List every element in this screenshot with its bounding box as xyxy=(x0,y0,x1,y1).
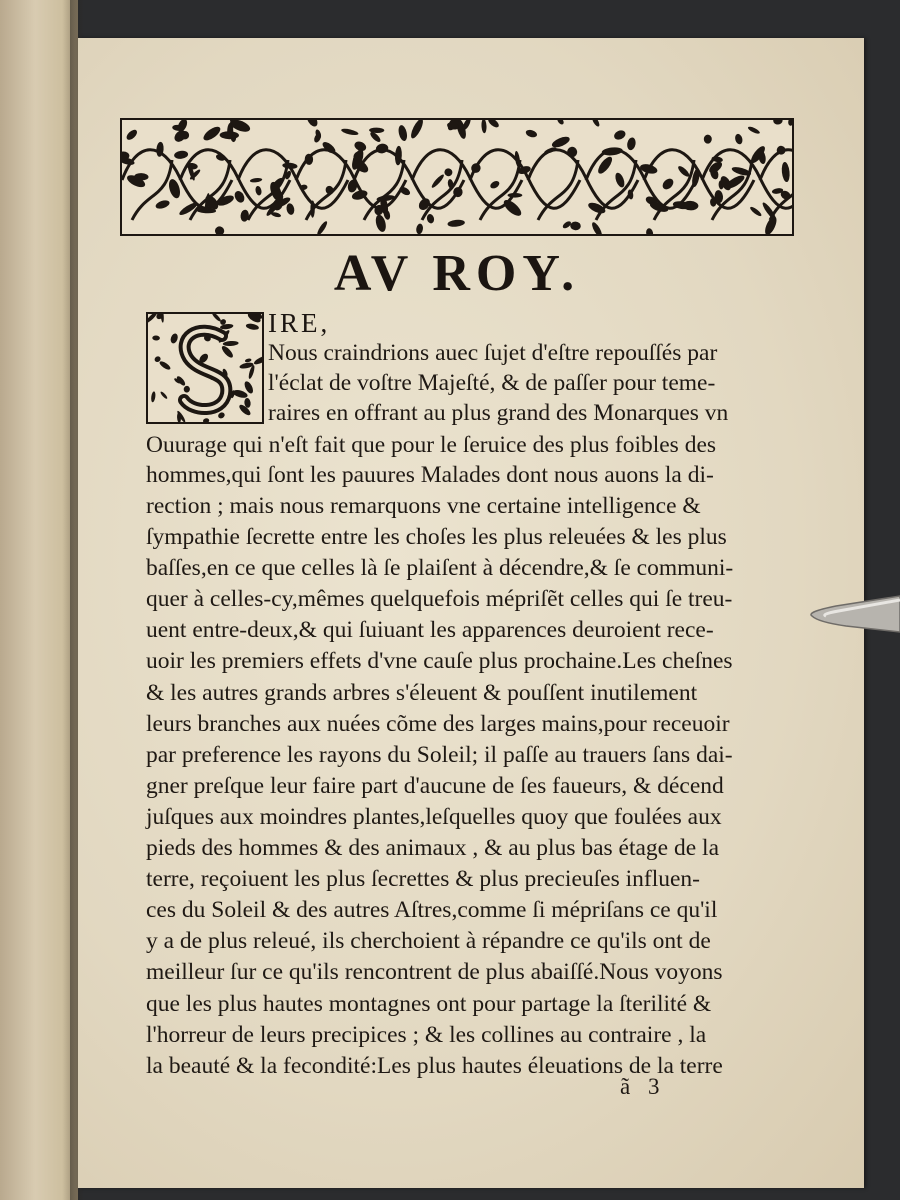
text-line: ſympathie ſecrette entre les choſes les plus releuées & les plus xyxy=(146,524,727,550)
signature-mark: ã 3 xyxy=(620,1074,666,1099)
text-line: Nous craindrions auec ſujet d'eſtre repouſſés par xyxy=(268,340,718,366)
text-line: y a de plus releué, ils cherchoient à répandre ce qu'ils ont de xyxy=(146,928,711,954)
text-line: ces du Soleil & des autres Aſtres,comme ſi mépriſans ce qu'il xyxy=(146,897,718,923)
text-line: baſſes,en ce que celles là ſe plaiſent à décendre,& ſe communi- xyxy=(146,555,734,581)
woodcut-headpiece xyxy=(120,118,794,236)
text-line: quer à celles-cy,mêmes quelquefois mépriſẽt celles qui ſe treu- xyxy=(146,586,733,612)
salutation: IRE, xyxy=(268,308,331,338)
text-line: pieds des hommes & des animaux , & au plus bas étage de la xyxy=(146,835,720,861)
foliage-ornament-icon xyxy=(122,120,792,234)
page-marker-icon xyxy=(806,592,900,636)
text-line: Ouurage qui n'eſt fait que pour le ſeruice des plus foibles des xyxy=(146,432,717,458)
text-line: juſques aux moindres plantes,leſquelles quoy que foulées aux xyxy=(146,804,722,830)
text-line: l'horreur de leurs precipices ; & les collines au contraire , la xyxy=(146,1022,707,1048)
text-line: la beauté & la fecondité:Les plus hautes éleuations de la terre xyxy=(146,1053,723,1079)
facing-page-edge xyxy=(0,0,78,1200)
text-line: rection ; mais nous remarquons vne certaine intelligence & xyxy=(146,493,701,519)
page-title: AV ROY. xyxy=(333,245,581,302)
text-line: meilleur ſur ce qu'ils rencontrent de plus abaiſſé.Nous voyons xyxy=(146,959,723,985)
text-line: terre, reçoiuent les plus ſecrettes & plus precieuſes influen- xyxy=(146,866,700,892)
text-line: gner preſque leur faire part d'aucune de ſes faueurs, & décend xyxy=(146,773,724,799)
text-line: uoir les premiers effets d'vne cauſe plus prochaine.Les cheſnes xyxy=(146,648,733,674)
initial-s-icon xyxy=(148,314,262,422)
text-line: hommes,qui ſont les pauures Malades dont nous auons la di- xyxy=(146,462,714,488)
text-line: par preference les rayons du Soleil; il paſſe au trauers ſans dai- xyxy=(146,742,733,768)
text-line: leurs branches aux nuées cõme des larges mains,pour receuoir xyxy=(146,711,730,737)
text-line: l'éclat de voſtre Majeſté, & de paſſer pour teme- xyxy=(268,370,716,396)
text-line: uent entre-deux,& qui ſuiuant les apparences deuroient rece- xyxy=(146,617,714,643)
text-line: raires en offrant au plus grand des Monarques vn xyxy=(268,400,729,426)
text-line: que les plus hautes montagnes ont pour partage la ſterilité & xyxy=(146,991,712,1017)
text-line: & les autres grands arbres s'éleuent & pouſſent inutilement xyxy=(146,680,698,706)
decorated-initial xyxy=(146,312,264,424)
